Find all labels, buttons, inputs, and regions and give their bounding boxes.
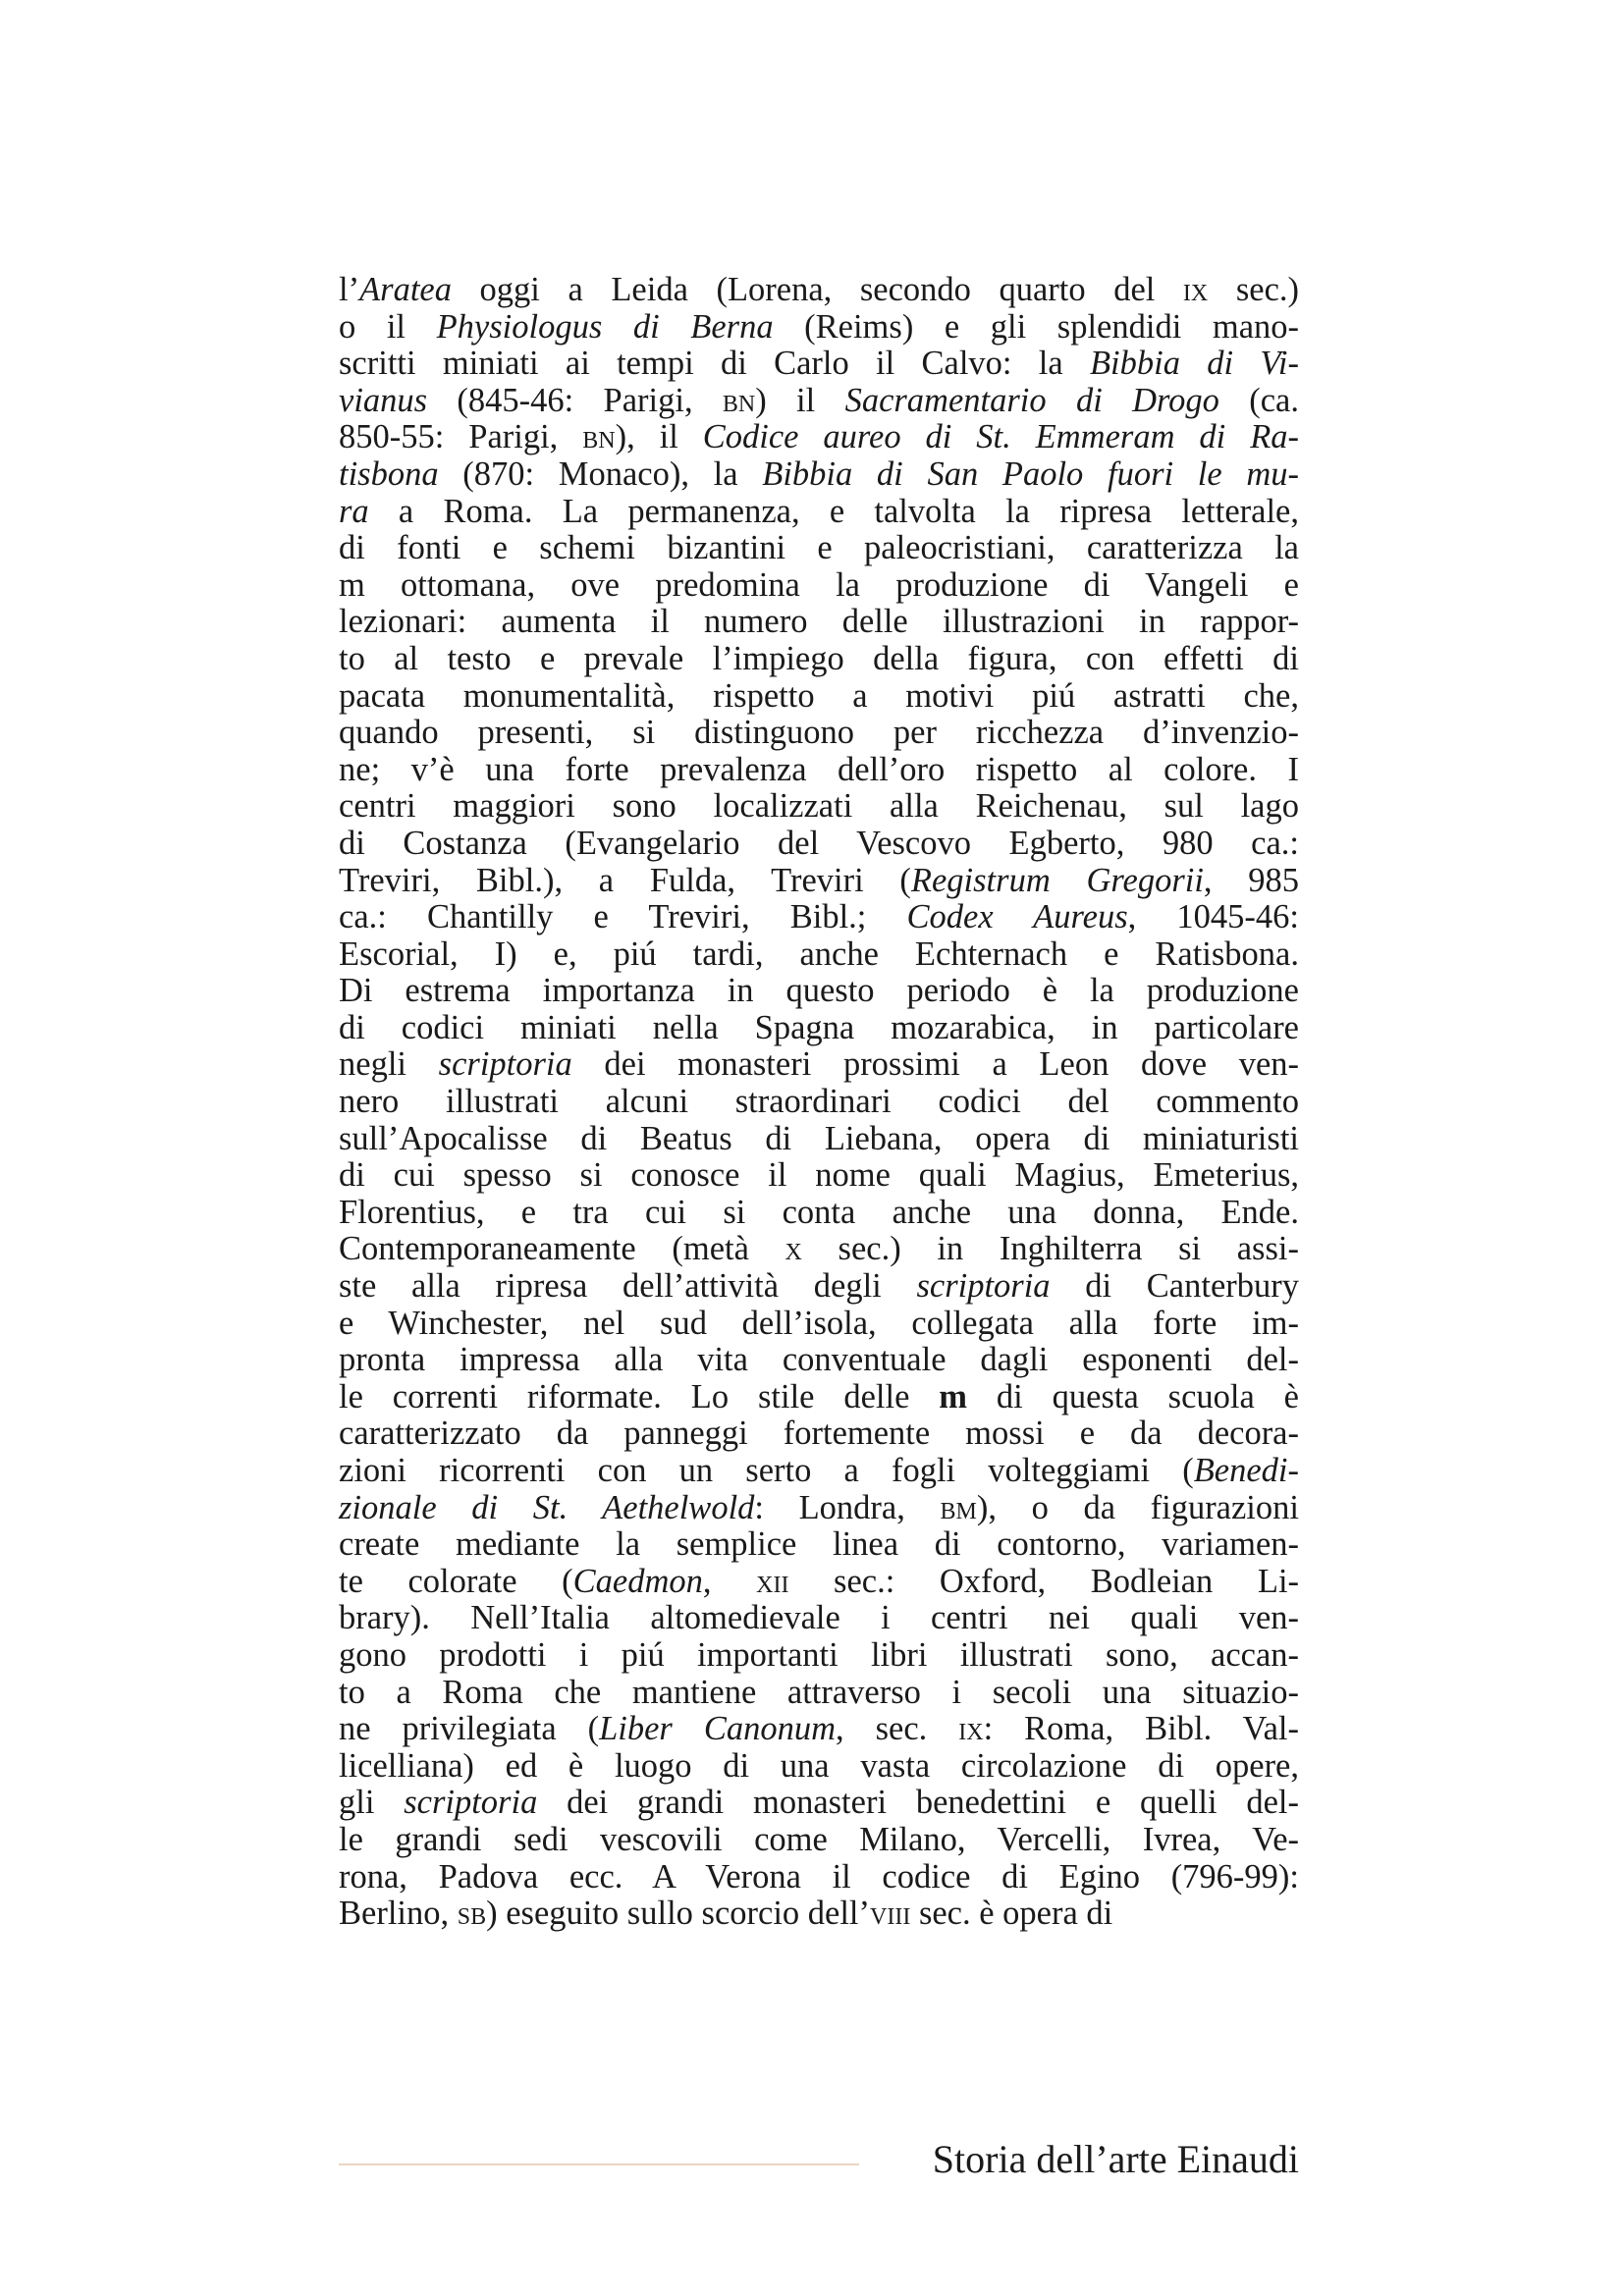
text-segment: scriptoria	[404, 1784, 538, 1822]
text-line	[339, 1453, 1299, 1490]
text-line	[339, 1785, 1299, 1822]
text-segment: Aratea	[359, 271, 452, 308]
text-segment: negli	[339, 1045, 439, 1084]
text-line	[339, 1526, 1299, 1564]
text-line	[339, 1379, 1299, 1416]
text-segment: ,	[702, 1562, 757, 1600]
text-segment: Benedi-	[1193, 1452, 1299, 1489]
text-segment: le grandi sedi vescovili come Milano, Vercelli, Ivrea, Ve-	[339, 1820, 1299, 1858]
text-line	[339, 899, 1299, 936]
text-line	[339, 1711, 1299, 1748]
text-segment: sec.)	[1208, 271, 1299, 308]
text-segment: Escorial, I) e, piú tardi, anche Echternach e Ratisbona.	[339, 934, 1299, 973]
text-line	[339, 1415, 1299, 1453]
text-segment: ) eseguito sullo scorcio dell’	[486, 1895, 870, 1933]
text-line	[339, 456, 1299, 494]
text-segment: quando presenti, si distinguono per ricchezza d’invenzio-	[339, 714, 1299, 752]
text-line	[339, 1342, 1299, 1379]
text-line	[339, 936, 1299, 974]
text-segment: m	[939, 1377, 968, 1415]
text-segment: xii	[756, 1562, 789, 1600]
text-segment: a Roma. La permanenza, e talvolta la ripresa letterale,	[368, 492, 1299, 530]
text-segment: (ca.	[1218, 381, 1299, 419]
text-line	[339, 1896, 1299, 1933]
text-segment: ne; v’è una forte prevalenza dell’oro rispetto al colore. I	[339, 750, 1299, 788]
text-segment: ), il	[615, 418, 703, 456]
text-segment: bm	[940, 1488, 977, 1526]
text-segment: ix	[958, 1710, 984, 1748]
text-segment: to al testo e prevale l’impiego della figura, con effetti di	[339, 639, 1299, 677]
text-line	[339, 641, 1299, 678]
text-segment: di fonti e schemi bizantini e paleocristiani, caratterizza la	[339, 529, 1299, 567]
text-segment: , 1045-46:	[1127, 898, 1299, 936]
text-segment: pacata monumentalità, rispetto a motivi piú astratti che,	[339, 676, 1299, 715]
text-line	[339, 1564, 1299, 1601]
text-line	[339, 973, 1299, 1010]
text-line	[339, 1195, 1299, 1232]
text-segment: ) il	[755, 381, 845, 419]
text-segment: bn	[582, 418, 616, 456]
text-segment: rona, Padova ecc. A Verona il codice di Egino (796-99):	[339, 1857, 1299, 1896]
text-segment: , sec.	[836, 1710, 959, 1748]
text-segment: centri maggiori sono localizzati alla Reichenau, sul lago	[339, 787, 1299, 826]
text-segment: 850-55: Parigi,	[339, 418, 583, 456]
text-segment: to a Roma che mantiene attraverso i secoli una situazio-	[339, 1673, 1299, 1711]
text-segment: o il	[339, 307, 437, 346]
text-segment: Florentius, e tra cui si conta anche una donna, Ende.	[339, 1193, 1299, 1231]
footer-rule	[339, 2163, 859, 2165]
text-line	[339, 1748, 1299, 1786]
text-segment: sull’Apocalisse di Beatus di Liebana, opera di miniaturisti	[339, 1119, 1299, 1157]
text-line	[339, 1637, 1299, 1675]
text-segment: bn	[722, 381, 756, 419]
text-segment: Berlino,	[339, 1895, 458, 1933]
text-segment: x	[784, 1230, 802, 1268]
text-line	[339, 1157, 1299, 1195]
text-segment: viii	[870, 1895, 911, 1933]
text-segment: (870: Monaco), la	[438, 454, 763, 493]
text-segment: Sacramentario di Drogo	[844, 381, 1219, 419]
text-segment: Codex Aureus	[906, 898, 1128, 936]
text-segment: Physiologus di Berna	[436, 307, 774, 346]
text-segment: licelliana) ed è luogo di una vasta circolazione di opere,	[339, 1746, 1299, 1785]
text-line	[339, 346, 1299, 383]
text-segment: oggi a Leida (Lorena, secondo quarto del	[451, 271, 1183, 308]
text-segment: dei monasteri prossimi a Leon dove ven-	[571, 1045, 1300, 1084]
text-line	[339, 1822, 1299, 1859]
text-segment: Codice aureo di St. Emmeram di Ra-	[702, 418, 1300, 456]
text-segment: , 985	[1203, 861, 1300, 899]
text-segment: le correnti riformate. Lo stile delle	[339, 1377, 940, 1415]
text-line	[339, 1490, 1299, 1527]
text-segment: zionale di St. Aethelwold	[339, 1488, 755, 1526]
text-segment: Di estrema importanza in questo periodo è la produzione	[339, 972, 1299, 1010]
text-line	[339, 1084, 1299, 1121]
text-line	[339, 530, 1299, 567]
text-segment: sec.: Oxford, Bodleian Li-	[788, 1562, 1300, 1600]
text-segment: pronta impressa alla vita conventuale dagli esponenti del-	[339, 1341, 1299, 1379]
text-segment: gono prodotti i piú importanti libri illustrati sono, accan-	[339, 1635, 1299, 1674]
text-segment: sec.) in Inghilterra si assi-	[801, 1230, 1299, 1268]
text-segment: create mediante la semplice linea di contorno, variamen-	[339, 1525, 1299, 1564]
text-segment: (Reims) e gli splendidi mano-	[773, 307, 1300, 346]
text-line	[339, 826, 1299, 863]
text-segment: Liber Canonum	[599, 1710, 836, 1748]
text-segment: e Winchester, nel sud dell’isola, collegata alla forte im-	[339, 1304, 1299, 1342]
text-segment: ), o da figurazioni	[976, 1488, 1299, 1526]
text-line	[339, 752, 1299, 789]
text-segment: ne privilegiata (	[339, 1710, 600, 1748]
text-line	[339, 1675, 1299, 1712]
text-line	[339, 1121, 1299, 1158]
text-line	[339, 1859, 1299, 1896]
text-segment: ix	[1182, 271, 1209, 308]
text-segment: vianus	[339, 381, 428, 419]
text-segment: Caedmon	[572, 1562, 703, 1600]
text-line	[339, 715, 1299, 752]
footer-title: Storia dell’arte Einaudi	[932, 2137, 1299, 2181]
text-line	[339, 1046, 1299, 1084]
text-segment: di Canterbury	[1050, 1267, 1299, 1306]
text-line	[339, 863, 1299, 900]
text-line	[339, 1268, 1299, 1306]
text-segment: nero illustrati alcuni straordinari codici del commento	[339, 1083, 1299, 1121]
text-segment: Registrum Gregorii	[910, 861, 1204, 899]
text-line	[339, 494, 1299, 531]
text-line	[339, 272, 1299, 309]
text-segment: ste alla ripresa dell’attività degli	[339, 1267, 917, 1306]
text-line	[339, 788, 1299, 826]
text-segment: scriptoria	[438, 1045, 572, 1084]
text-segment: tisbona	[339, 454, 439, 493]
text-line	[339, 1010, 1299, 1047]
text-segment: gli	[339, 1784, 405, 1822]
text-line	[339, 678, 1299, 716]
text-segment: ra	[339, 492, 369, 530]
text-segment: scritti miniati ai tempi di Carlo il Calvo: la	[339, 345, 1090, 383]
text-segment: caratterizzato da panneggi fortemente mossi e da decora-	[339, 1415, 1299, 1453]
text-segment: Bibbia di Vi-	[1089, 345, 1299, 383]
text-segment: : Londra,	[754, 1488, 941, 1526]
text-line	[339, 383, 1299, 420]
text-segment: Contemporaneamente (metà	[339, 1230, 785, 1268]
text-segment: m ottomana, ove predomina la produzione di Vangeli e	[339, 565, 1299, 604]
text-segment: : Roma, Bibl. Val-	[983, 1710, 1300, 1748]
text-line	[339, 309, 1299, 347]
text-line	[339, 1600, 1299, 1637]
body-text	[339, 272, 1299, 1933]
text-segment: l’	[339, 271, 360, 308]
text-segment: zioni ricorrenti con un serto a fogli volteggiami (	[339, 1452, 1194, 1489]
text-segment: te colorate (	[339, 1562, 573, 1600]
text-line	[339, 604, 1299, 641]
text-line	[339, 567, 1299, 605]
text-line	[339, 1231, 1299, 1268]
text-segment: lezionari: aumenta il numero delle illustrazioni in rappor-	[339, 603, 1299, 641]
text-segment: Treviri, Bibl.), a Fulda, Treviri (	[339, 861, 911, 899]
text-line	[339, 1306, 1299, 1343]
text-segment: di cui spesso si conosce il nome quali Magius, Emeterius,	[339, 1156, 1299, 1195]
text-line	[339, 419, 1299, 456]
text-segment: di codici miniati nella Spagna mozarabica, in particolare	[339, 1008, 1299, 1046]
text-segment: dei grandi monasteri benedettini e quelli del-	[537, 1784, 1299, 1822]
text-segment: Bibbia di San Paolo fuori le mu-	[762, 454, 1300, 493]
text-segment: (845-46: Parigi,	[427, 381, 723, 419]
text-segment: sb	[457, 1895, 487, 1933]
text-segment: di questa scuola è	[967, 1377, 1299, 1415]
text-segment: di Costanza (Evangelario del Vescovo Egberto, 980 ca.:	[339, 824, 1299, 862]
text-segment: brary). Nell’Italia altomedievale i centri nei quali ven-	[339, 1599, 1299, 1637]
text-segment: sec. è opera di	[910, 1895, 1113, 1933]
text-segment: scriptoria	[916, 1267, 1051, 1306]
text-segment: ca.: Chantilly e Treviri, Bibl.;	[339, 898, 907, 936]
